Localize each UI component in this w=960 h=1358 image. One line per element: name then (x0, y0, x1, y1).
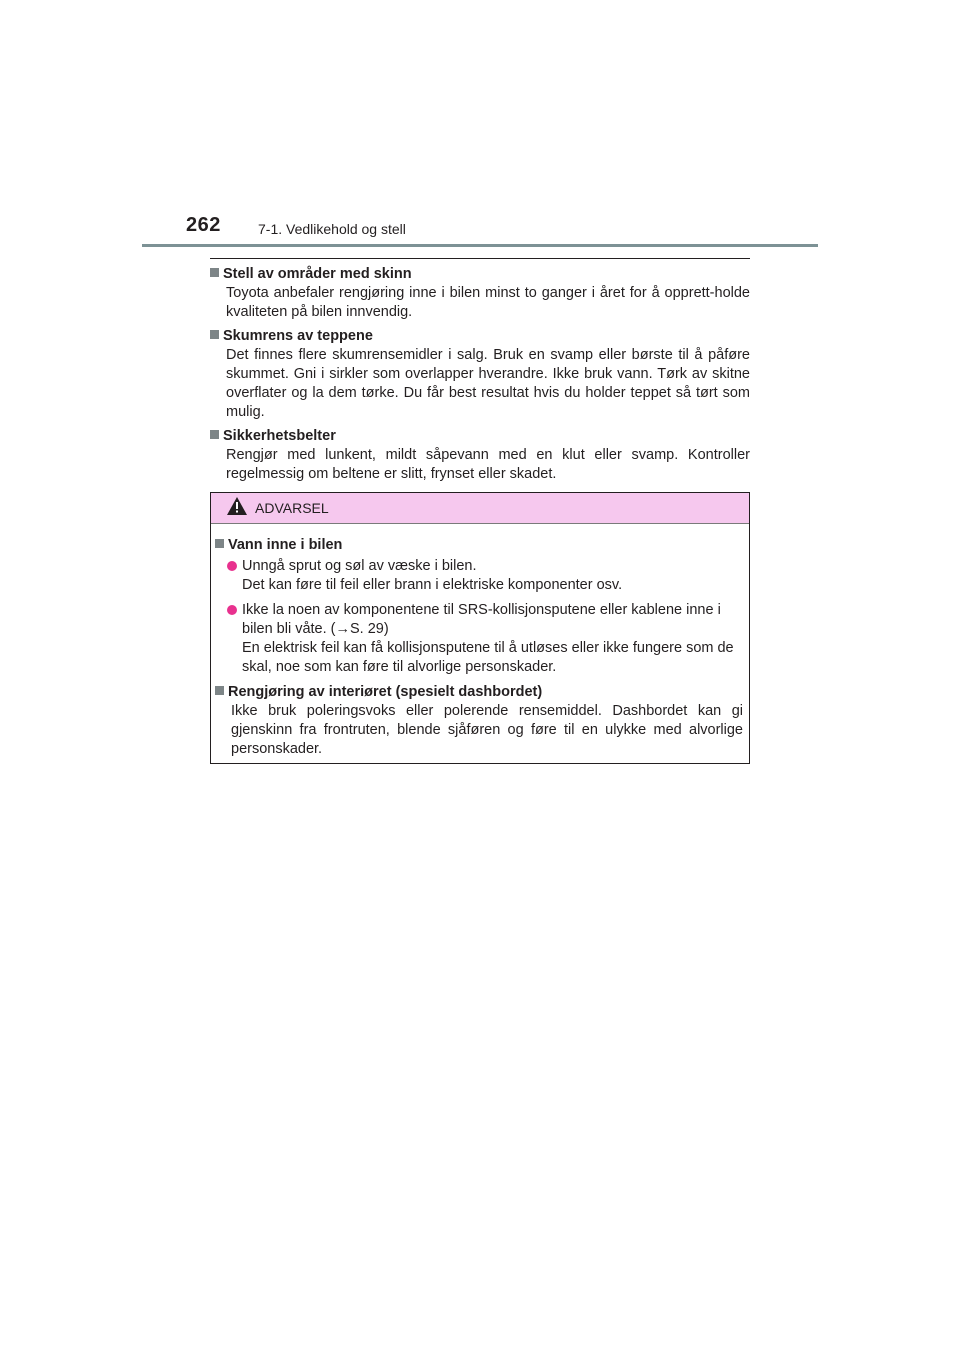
section-heading: Stell av områder med skinn (223, 266, 412, 282)
bullet-line: En elektrisk feil kan få kollisjonsputene til å utløses eller ikke fungere som de skal, noe som kan føre til alvorlige personskader. (242, 640, 734, 675)
section-heading: Skumrens av teppene (223, 328, 373, 344)
header-rule (142, 244, 818, 247)
section-carpet-foam (210, 327, 750, 422)
square-bullet-icon (215, 686, 224, 695)
section-body: Rengjør med lunkent, mildt såpevann med en klut eller svamp. Kontroller regelmessig om beltene er slitt, frynset eller skadet. (226, 447, 750, 482)
page-number: 262 (186, 214, 221, 236)
square-bullet-icon (215, 539, 224, 548)
square-bullet-icon (210, 268, 219, 277)
warning-header (211, 493, 749, 524)
section-title: 7-1. Vedlikehold og stell (258, 221, 406, 237)
circle-bullet-icon (227, 561, 237, 571)
section-leather-care (210, 265, 750, 322)
warning-bullet (227, 557, 743, 595)
warning-section-heading: Vann inne i bilen (228, 537, 343, 553)
section-body: Det finnes flere skumrensemidler i salg. Bruk en svamp eller børste til å påføre skummet. Gni i sirkler som overlapper hverandre. Ikke bruk vann. Tørk av skitne overflater og la dem tørke. Du får best resultat hvis du holder teppet så tørt som mulig. (226, 347, 750, 420)
main-content (210, 265, 750, 489)
warning-section-heading: Rengjøring av interiøret (spesielt dashbordet) (228, 684, 543, 700)
warning-title: ADVARSEL (255, 500, 329, 516)
content-rule (210, 258, 750, 259)
warning-bullet (227, 601, 743, 677)
square-bullet-icon (210, 430, 219, 439)
square-bullet-icon (210, 330, 219, 339)
warning-content (215, 536, 743, 765)
bullet-line: Ikke la noen av komponentene til SRS-kollisjonsputene eller kablene inne i bilen bli våte. (→S. 29) (242, 602, 721, 637)
bullet-line: Unngå sprut og søl av væske i bilen. (242, 558, 477, 574)
warning-section-body: Ikke bruk poleringsvoks eller polerende rensemiddel. Dashbordet kan gi gjenskinn fra frontruten, blende sjåføren og føre til en ulykke med alvorlige personskader. (231, 703, 743, 757)
warning-section-interior (215, 683, 743, 759)
section-heading: Sikkerhetsbelter (223, 428, 336, 444)
bullet-line: Det kan føre til feil eller brann i elektriske komponenter osv. (242, 577, 623, 593)
warning-box (210, 492, 750, 764)
section-seatbelts (210, 427, 750, 484)
warning-triangle-icon (227, 497, 247, 515)
warning-section-water (215, 536, 743, 677)
section-body: Toyota anbefaler rengjøring inne i bilen minst to ganger i året for å opprett-holde kvaliteten på bilen innvendig. (226, 285, 750, 320)
circle-bullet-icon (227, 605, 237, 615)
